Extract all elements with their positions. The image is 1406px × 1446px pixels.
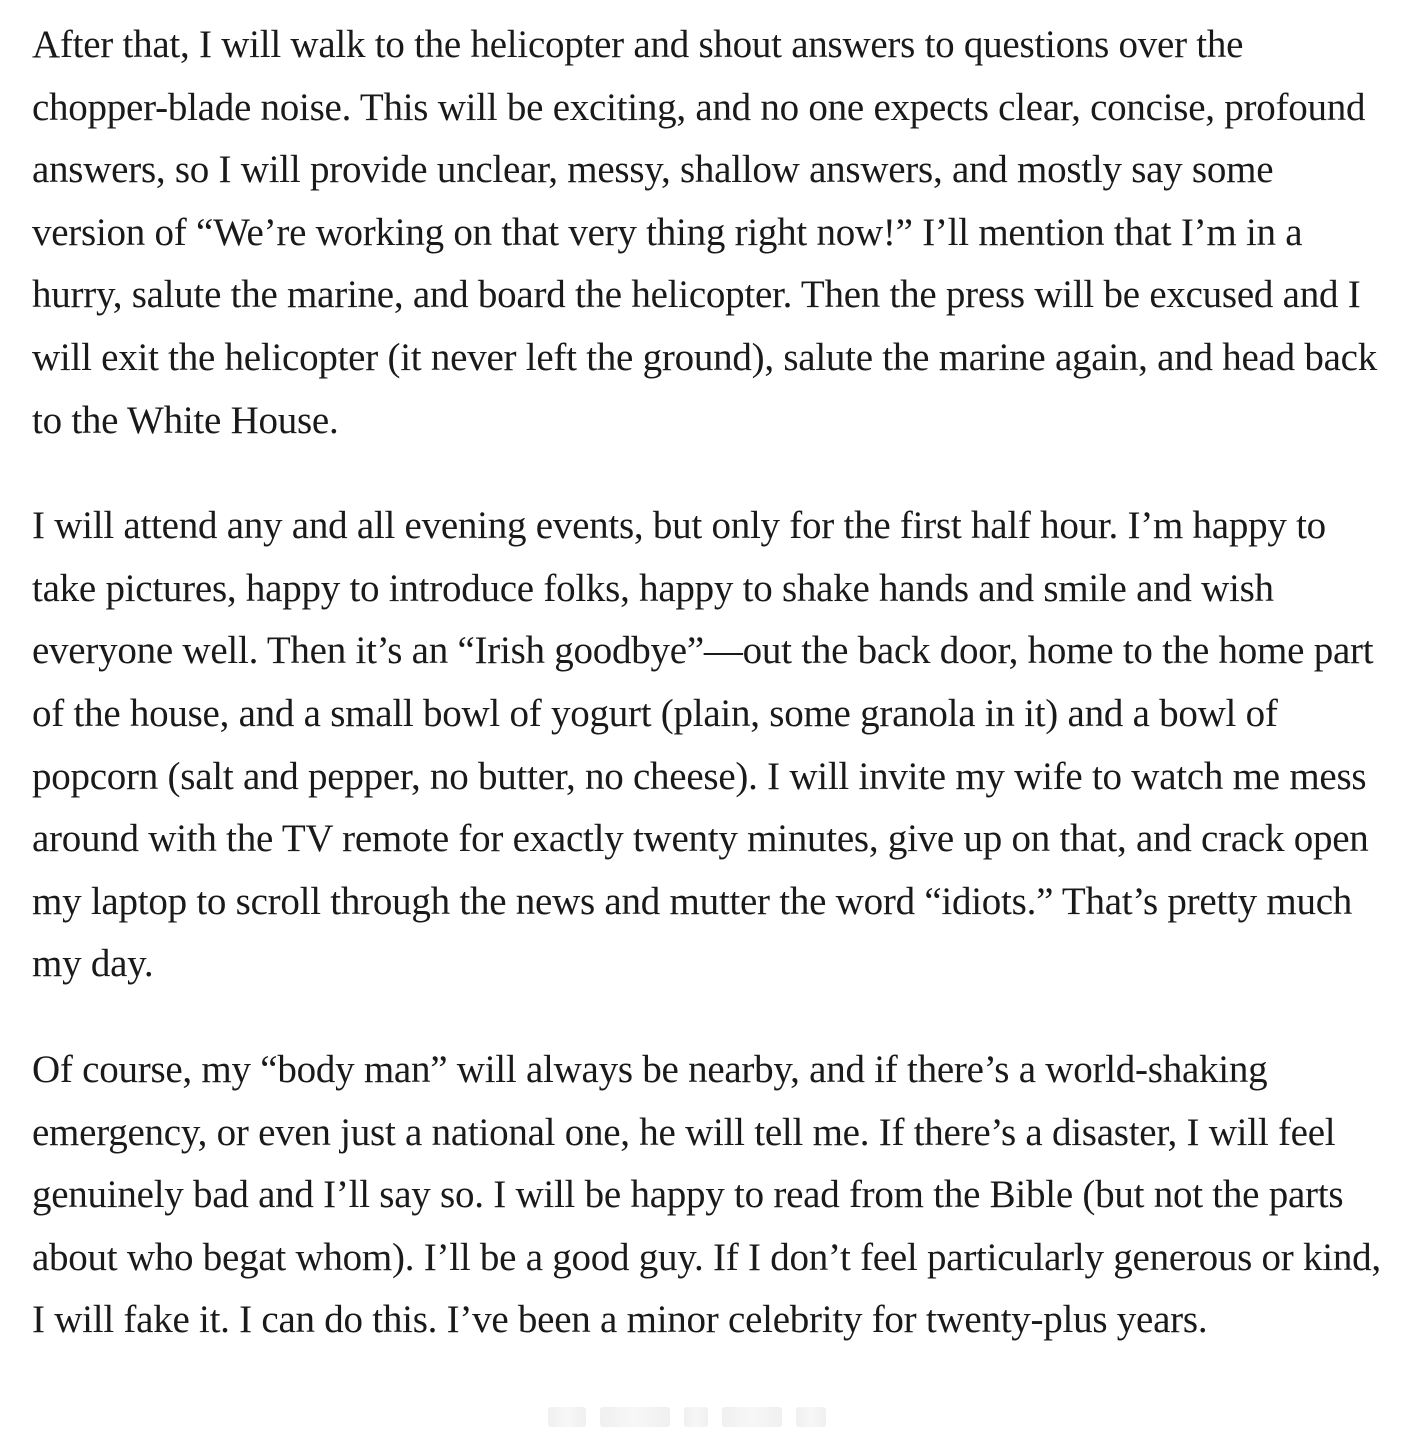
paragraph-body-man: Of course, my “body man” will always be nearby, and if there’s a world-shaking emergency, or even just a national one, he will tell me. If there’s a disaster, I will feel genuinely bad and I’ll say so. I will be happy to read from the Bible (but not the parts about who begat whom). I’ll be a good guy. If I don’t feel particularly generous or kind, I will fake it. I can do this. I’ve been a minor celebrity for twenty-plus years. — [32, 1047, 1381, 1342]
paragraph-evening-events: I will attend any and all evening events, but only for the first half hour. I’m happy to take pictures, happy to introduce folks, happy to shake hands and smile and wish everyone well. Then it’s an “Irish goodbye”—out the back door, home to the home part of the house, and a small bowl of yogurt (plain, some granola in it) and a bowl of popcorn (salt and pepper, no butter, no cheese). I will invite my wife to watch me mess around with the TV remote for exactly twenty minutes, give up on that, and crack open my laptop to scroll through the news and mutter the word “idiots.” That’s pretty much my day. — [32, 504, 1374, 986]
watermark-mark — [600, 1407, 670, 1427]
watermark-mark — [548, 1407, 586, 1427]
watermark-mark — [796, 1407, 826, 1427]
paragraph-helicopter: After that, I will walk to the helicopter and shout answers to questions over the chopper-blade noise. This will be exciting, and no one expects clear, concise, profound answers, so I will provide unclear, messy, shallow answers, and mostly say some version of “We’re working on that very thing right now!” I’ll mention that I’m in a hurry, salute the marine, and board the helicopter. Then the press will be excused and I will exit the helicopter (it never left the ground), salute the marine again, and head back to the White House. — [32, 23, 1377, 442]
watermark-mark — [722, 1407, 782, 1427]
article-body — [32, 14, 1382, 1395]
faded-watermark — [548, 1400, 858, 1434]
watermark-mark — [684, 1407, 708, 1427]
